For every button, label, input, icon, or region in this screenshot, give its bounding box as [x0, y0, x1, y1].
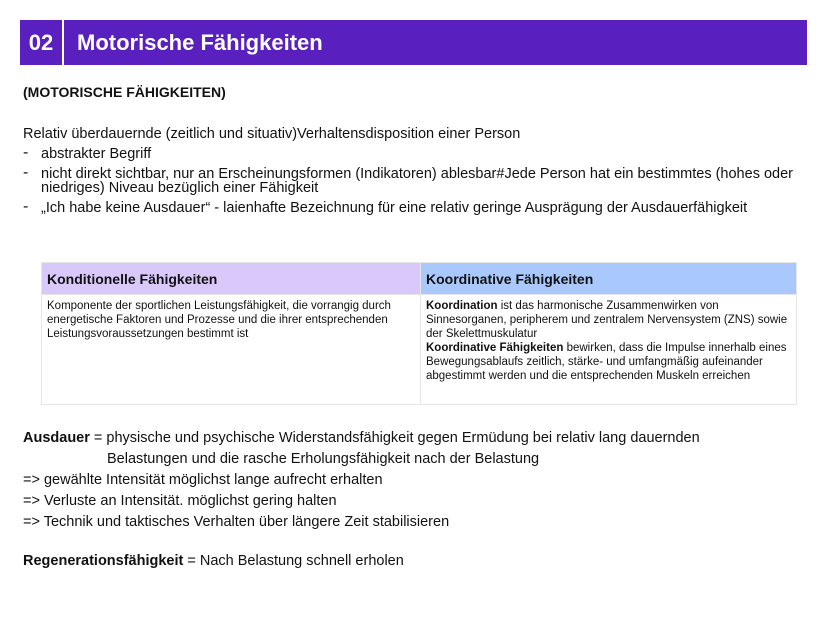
- bullet-marker: -: [23, 144, 29, 161]
- list-item: - „Ich habe keine Ausdauer“ - laienhafte Bezeichnung für eine relativ geringe Ausprägung der Ausdauerfähigkeit: [23, 198, 748, 216]
- list-item: => gewählte Intensität möglichst lange aufrecht erhalten: [23, 472, 383, 488]
- table-row: [42, 295, 797, 405]
- term-ausdauer: Ausdauer: [23, 430, 90, 446]
- page-title: Motorische Fähigkeiten: [77, 29, 323, 55]
- cell-konditionell: Komponente der sportlichen Leistungsfähigkeit, die vorrangig durch energetische Faktoren und Prozesse und die ihrer entsprechenden Leistungsvoraussetzungen bestimmt ist: [42, 295, 421, 405]
- term-koordination: Koordination: [426, 300, 498, 312]
- section-number: 02: [20, 20, 64, 65]
- abilities-table: [41, 262, 797, 405]
- bullet-marker: -: [23, 198, 29, 215]
- list-item: - nicht direkt sichtbar, nur an Erscheinungsformen (Indikatoren) ablesbar#Jede Person hat ein bestimmtes (hohes oder niedriges) Niveau bezüglich einer Fähigkeit: [23, 164, 793, 196]
- table-header-row: [42, 263, 797, 295]
- ausdauer-definition-cont: Belastungen und die rasche Erholungsfähigkeit nach der Belastung: [107, 451, 540, 467]
- ausdauer-section: [23, 428, 813, 533]
- regeneration-definition: Regenerationsfähigkeit = Nach Belastung schnell erholen: [23, 553, 404, 569]
- header-konditionell: Konditionelle Fähigkeiten: [42, 263, 421, 295]
- list-item: - abstrakter Begriff: [23, 144, 152, 162]
- header-koordinativ: Koordinative Fähigkeiten: [421, 263, 797, 295]
- term-regeneration: Regenerationsfähigkeit: [23, 553, 184, 569]
- cell-koordinativ: Koordination ist das harmonische Zusammenwirken von Sinnesorganen, peripherem und zentralem Nervensystem (ZNS) sowie der Skelettmuskulatur Koordinative Fähigkeiten bewirken, dass die Impulse innerhalb eines Bewegungsablaufs zeitlich, stärke- und umfangmäßig aufeinander abgestimmt werden und die entsprechenden Muskeln erreichen: [421, 295, 797, 405]
- section-header: [20, 20, 807, 65]
- list-item: => Verluste an Intensität. möglichst gering halten: [23, 493, 337, 509]
- ausdauer-definition: Ausdauer = physische und psychische Widerstandsfähigkeit gegen Ermüdung bei relativ lang dauernden: [23, 430, 700, 446]
- definition-text: Relativ überdauernde (zeitlich und situativ)Verhaltensdisposition einer Person: [23, 126, 521, 142]
- bullet-marker: -: [23, 164, 29, 181]
- subtitle: (MOTORISCHE FÄHIGKEITEN): [23, 84, 226, 100]
- bullet-list: [23, 144, 803, 221]
- list-item: => Technik und taktisches Verhalten über längere Zeit stabilisieren: [23, 514, 450, 530]
- term-koordinative-faehigkeiten: Koordinative Fähigkeiten: [426, 342, 564, 354]
